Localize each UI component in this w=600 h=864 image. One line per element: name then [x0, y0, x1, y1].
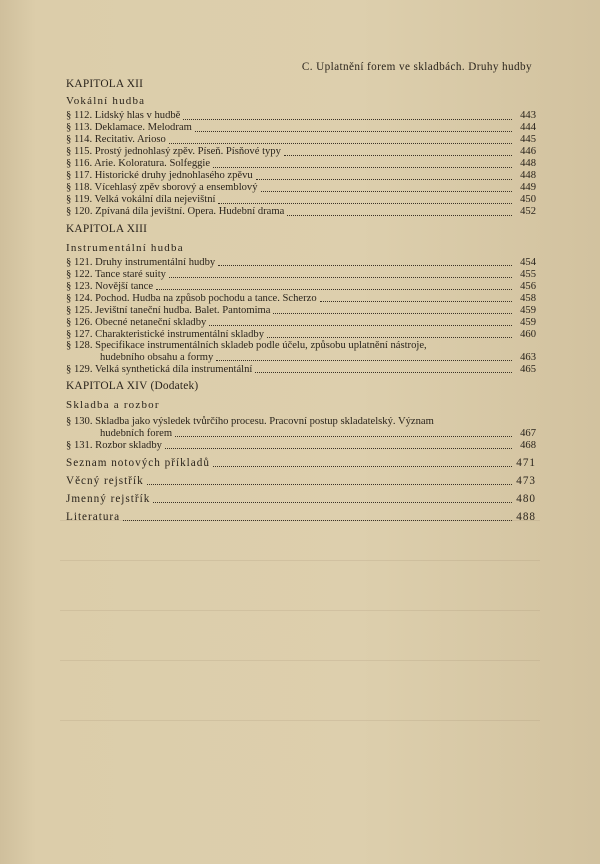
entry-title: Věcný rejstřík [66, 474, 144, 487]
chapter-heading: KAPITOLA XII [66, 78, 144, 91]
entry-title: § 121. Druhy instrumentální hudby [66, 256, 216, 268]
entry-page: 455 [520, 268, 536, 280]
chapter-section [66, 224, 536, 376]
toc-entry [66, 292, 536, 304]
leader-dots [284, 146, 512, 156]
chapter-subheading: Vokální hudba [66, 95, 146, 108]
toc-entry [66, 110, 536, 122]
leader-dots [320, 292, 512, 302]
entry-page: 459 [520, 316, 536, 328]
back-matter [66, 457, 536, 523]
leader-dots [216, 351, 512, 361]
entry-title: § 115. Prostý jednohlasý zpěv. Píseň. Písňové typy [66, 146, 281, 158]
leader-dots [255, 363, 512, 373]
entry-title: § 114. Recitativ. Arioso [66, 134, 166, 146]
entry-title-continued: hudebního obsahu a formy [100, 352, 214, 364]
toc-entry [66, 511, 536, 523]
toc-entry [66, 170, 536, 182]
entry-title: § 127. Charakteristické instrumentální skladby [66, 328, 265, 340]
toc-entry [66, 328, 536, 340]
leader-dots [175, 427, 512, 437]
entry-page: 450 [520, 194, 536, 206]
entry-page: 444 [520, 122, 536, 134]
toc-entry [66, 439, 536, 451]
leader-dots [267, 328, 512, 338]
toc-entry [66, 416, 536, 439]
entry-title: § 125. Jevištní taneční hudba. Balet. Pantomima [66, 304, 271, 316]
entry-title: § 131. Rozbor skladby [66, 439, 162, 451]
leader-dots [218, 194, 512, 204]
chapter-section [66, 79, 536, 217]
chapter-section [66, 381, 536, 451]
leader-dots [213, 457, 512, 467]
leader-dots [183, 110, 512, 120]
leader-dots [256, 170, 512, 180]
toc-entry [66, 316, 536, 328]
leader-dots [156, 280, 512, 290]
toc-entry [66, 457, 536, 469]
entry-page: 471 [516, 456, 536, 469]
entry-page: 448 [520, 170, 536, 182]
entry-title: § 128. Specifikace instrumentálních skladeb podle účelu, způsobu uplatnění nástroje, [66, 340, 427, 352]
part-title: C. Uplatnění forem ve skladbách. Druhy hudby [301, 61, 532, 73]
toc-entry [66, 280, 536, 292]
entry-title: § 116. Arie. Koloratura. Solfeggie [66, 158, 211, 170]
chapter-heading: KAPITOLA XIV (Dodatek) [66, 380, 199, 393]
entry-title: § 117. Historické druhy jednohlasého zpěvu [66, 170, 253, 182]
leader-dots [213, 158, 512, 168]
toc-entry [66, 158, 536, 170]
leader-dots [287, 206, 512, 216]
entry-title-continued: hudebních forem [100, 427, 173, 439]
leader-dots [165, 439, 512, 449]
leader-dots [123, 511, 512, 521]
chapter-subheading: Skladba a rozbor [66, 399, 160, 412]
chapter-heading: KAPITOLA XIII [66, 222, 148, 235]
entry-title: § 119. Velká vokální díla nejevištní [66, 194, 216, 206]
entry-page: 443 [520, 110, 536, 122]
toc-entry [66, 194, 536, 206]
entry-page: 488 [516, 510, 536, 523]
toc-entry [66, 340, 536, 363]
entry-title: § 113. Deklamace. Melodram [66, 122, 192, 134]
entry-title: § 126. Obecné netaneční skladby [66, 316, 207, 328]
entry-title: § 120. Zpívaná díla jevištní. Opera. Hudební drama [66, 206, 285, 218]
chapter-subheading: Instrumentální hudba [66, 241, 184, 254]
toc-entry [66, 206, 536, 218]
entry-title: § 124. Pochod. Hudba na způsob pochodu a tance. Scherzo [66, 292, 317, 304]
entry-page: 456 [520, 280, 536, 292]
leader-dots [169, 134, 512, 144]
entry-title: § 112. Lidský hlas v hudbě [66, 110, 181, 122]
table-of-contents [66, 62, 536, 523]
entry-title: § 129. Velká synthetická díla instrumentální [66, 364, 253, 376]
entry-title: § 118. Vícehlasý zpěv sborový a ensemblový [66, 182, 258, 194]
entry-page: 452 [520, 206, 536, 218]
entry-page: 454 [520, 256, 536, 268]
entry-page: 473 [516, 474, 536, 487]
toc-entry [66, 256, 536, 268]
entry-page: 460 [520, 328, 536, 340]
toc-entry [66, 182, 536, 194]
entry-page: 448 [520, 158, 536, 170]
leader-dots [218, 256, 512, 266]
leader-dots [195, 122, 512, 132]
leader-dots [169, 268, 512, 278]
entry-page: 445 [520, 134, 536, 146]
entry-title: § 123. Novější tance [66, 280, 154, 292]
leader-dots [153, 493, 512, 503]
entry-title: Literatura [66, 510, 121, 523]
toc-entry [66, 146, 536, 158]
toc-entry [66, 268, 536, 280]
toc-entry [66, 475, 536, 487]
leader-dots [261, 182, 512, 192]
entry-title: § 130. Skladba jako výsledek tvůrčího procesu. Pracovní postup skladatelský. Význam [66, 415, 434, 427]
toc-entry [66, 363, 536, 375]
entry-page: 468 [520, 439, 536, 451]
entry-page: 480 [516, 492, 536, 505]
entry-page: 465 [520, 364, 536, 376]
entry-page: 459 [520, 304, 536, 316]
leader-dots [209, 316, 512, 326]
toc-entry [66, 134, 536, 146]
entry-title: § 122. Tance staré suity [66, 268, 166, 280]
toc-entry [66, 122, 536, 134]
entry-page: 449 [520, 182, 536, 194]
entry-page: 467 [520, 427, 536, 439]
toc-entry [66, 493, 536, 505]
entry-page: 446 [520, 146, 536, 158]
entry-page: 463 [520, 352, 536, 364]
entry-title: Jmenný rejstřík [66, 492, 151, 505]
entry-title: Seznam notových příkladů [66, 456, 210, 469]
entry-page: 458 [520, 292, 536, 304]
leader-dots [147, 475, 512, 485]
leader-dots [273, 304, 512, 314]
toc-entry [66, 304, 536, 316]
